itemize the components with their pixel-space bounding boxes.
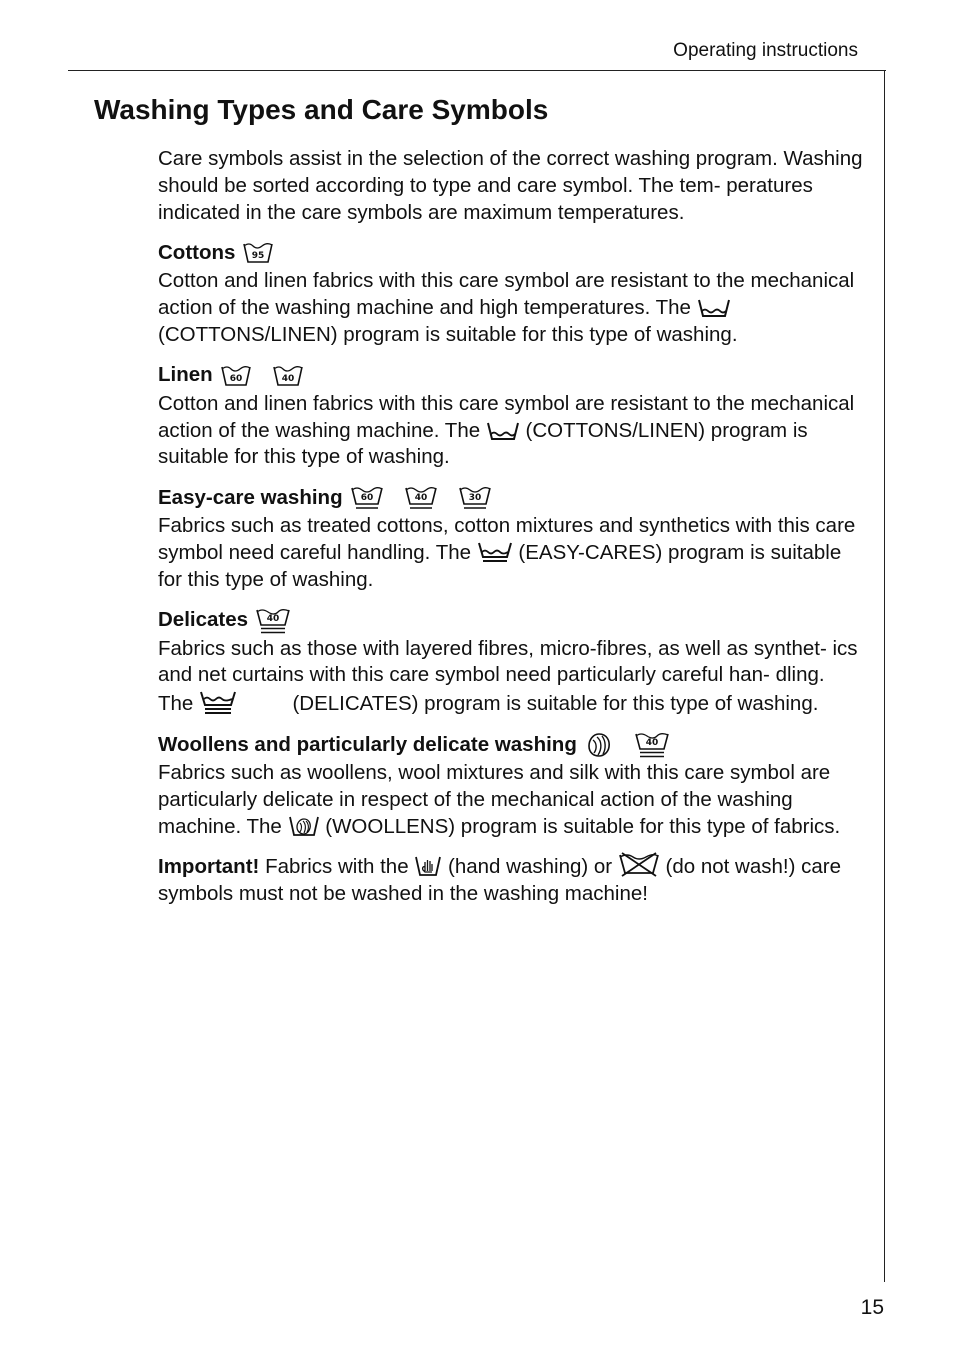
wash-tub-double-underline-icon — [199, 689, 237, 715]
text-after: (DELICATES) program is suitable for this type of washing. — [292, 692, 819, 716]
section-delicates — [158, 606, 864, 718]
wash-tub-icon — [486, 420, 520, 442]
wash-tub-underline-icon — [477, 540, 513, 564]
section-text — [158, 268, 864, 348]
section-text — [158, 513, 864, 593]
temp-label: 60 — [360, 493, 373, 504]
margin-rule — [884, 70, 885, 1282]
wash-temp-double-underline-icon — [635, 731, 669, 759]
text-before: Fabrics such as treated cottons, cotton mixtures and synthetics with this care symbol need careful handling. The — [158, 514, 856, 564]
text-after: (COTTONS/LINEN) program is suitable for this type of washing. — [158, 322, 738, 346]
section-heading-delicates — [158, 606, 864, 636]
important-text-1: Fabrics with the — [265, 855, 409, 879]
section-text — [158, 760, 864, 840]
temp-label: 40 — [266, 613, 280, 624]
page-number: 15 — [860, 1296, 884, 1319]
section-cottons — [158, 238, 864, 348]
heading-label: Linen — [158, 363, 213, 387]
text-before: Cotton and linen fabrics with this care symbol are resistant to the mechanical action of the washing machine and high temperatures. The — [158, 269, 855, 320]
temp-label: 40 — [281, 373, 294, 384]
page-title: Washing Types and Care Symbols — [94, 94, 549, 125]
section-heading-linen — [158, 361, 864, 391]
text-before: Fabrics such as those with layered fibres, micro-fibres, as well as synthet- ics and net curtains with this care symbol need particularly careful han- dling. The — [158, 636, 858, 716]
do-not-wash-icon — [618, 852, 660, 878]
text-after: (EASY-CARES) program is suitable for this type of washing. — [158, 540, 842, 591]
temp-label: 30 — [468, 493, 481, 504]
wash-temp-icon — [273, 364, 303, 388]
wash-temp-double-underline-icon — [256, 607, 290, 635]
important-note — [158, 852, 864, 908]
heading-label: Delicates — [158, 608, 249, 632]
heading-label: Easy-care washing — [158, 485, 343, 509]
text-after: (WOOLLENS) program is suitable for this type of fabrics. — [325, 814, 841, 838]
heading-label: Woollens and particularly delicate washing — [158, 732, 577, 756]
wool-icon — [585, 731, 613, 759]
section-heading-cottons — [158, 238, 864, 268]
temp-label: 40 — [645, 737, 659, 748]
text-after: (COTTONS/LINEN) program is suitable for this type of washing. — [158, 418, 808, 469]
text-before: Cotton and linen fabrics with this care symbol are resistant to the mechanical action of the washing machine. The — [158, 391, 855, 442]
temp-label: 40 — [414, 493, 427, 504]
wash-temp-icon — [243, 241, 273, 265]
section-heading-woollens — [158, 730, 864, 760]
wash-temp-underline-icon — [351, 485, 383, 511]
temp-label: 60 — [229, 373, 242, 384]
text-before: Fabrics such as woollens, wool mixtures and silk with this care symbol are particularly delicate in respect of the mechanical action of the washing machine. The — [158, 760, 831, 838]
wash-tub-icon — [697, 297, 731, 319]
heading-label: Cottons — [158, 240, 236, 264]
important-label: Important! — [158, 855, 260, 879]
section-easycare — [158, 483, 864, 593]
temp-label: 95 — [252, 251, 265, 262]
section-text — [158, 636, 864, 718]
wool-program-icon — [288, 814, 320, 838]
wash-temp-underline-icon — [405, 485, 437, 511]
important-text-3: (do not wash!) care symbols must not be washed in the washing machine! — [158, 855, 842, 906]
wash-temp-icon — [221, 364, 251, 388]
running-header: Operating instructions — [673, 40, 858, 61]
section-heading-easycare — [158, 483, 864, 513]
section-woollens — [158, 730, 864, 840]
header-rule — [68, 70, 886, 71]
content — [158, 146, 864, 908]
intro-paragraph: Care symbols assist in the selection of the correct washing program. Washing should be sorted according to type and care symbol. The tem- peratures indicated in the care symbols are maximum temperatures. — [158, 147, 863, 224]
section-linen — [158, 361, 864, 471]
hand-wash-icon — [414, 854, 442, 878]
wash-temp-underline-icon — [459, 485, 491, 511]
important-text-2: (hand washing) or — [448, 855, 613, 879]
section-text — [158, 391, 864, 471]
